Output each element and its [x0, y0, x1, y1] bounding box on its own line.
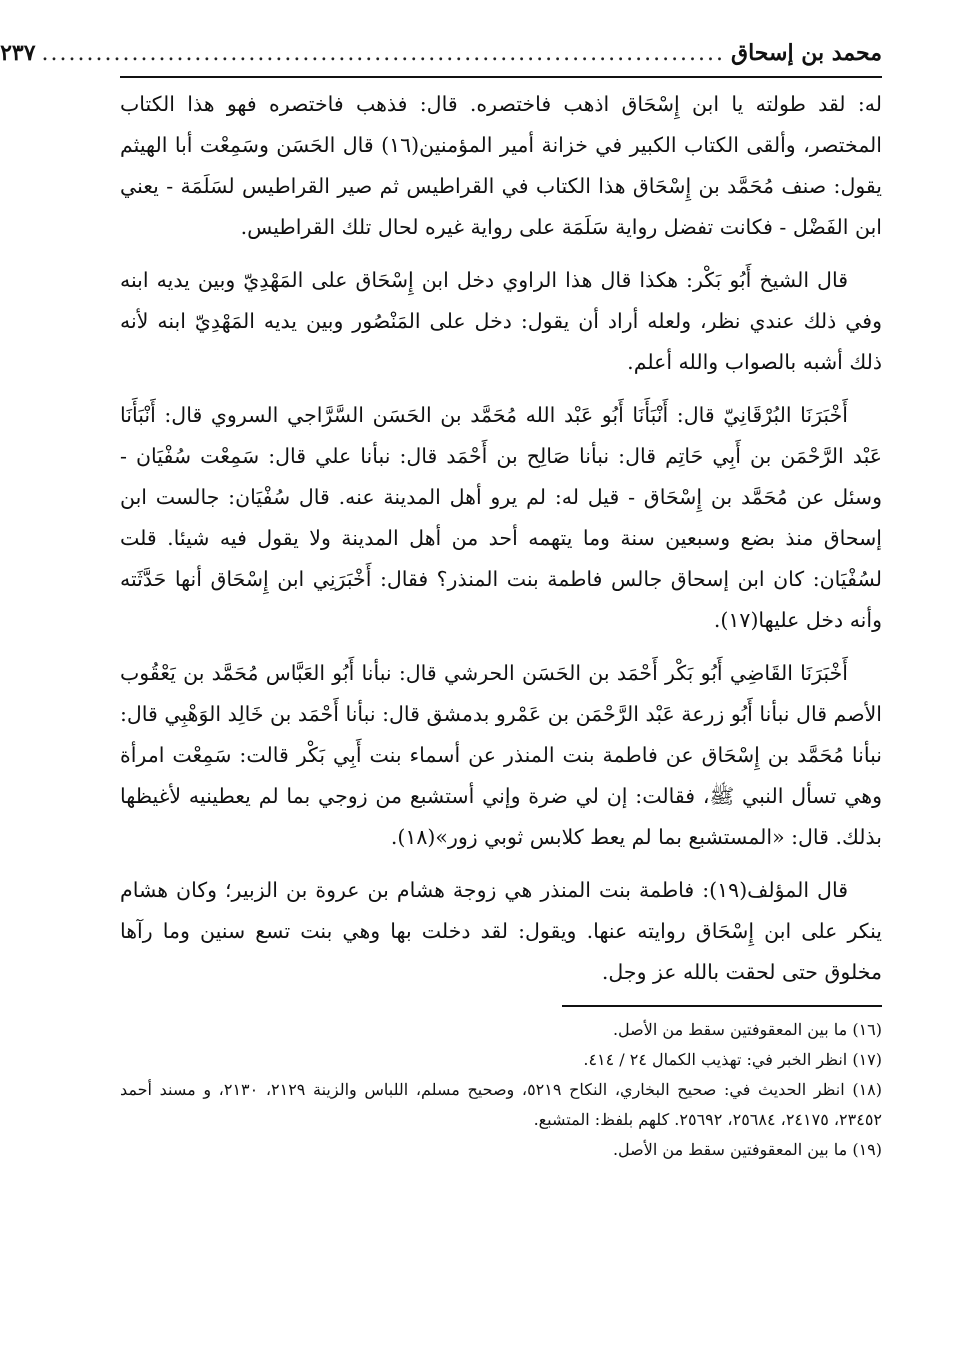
- paragraph-4: أَخْبَرَنَا القَاضِي أَبُو بَكْر أَحْمَد بن الحَسَن الحرشي قال: نبأنا أَبُو العَبَّاس مُحَمَّد بن يَعْقُوب الأصم قال نبأنا أَبُو زرعة عَبْد الرَّحْمَن بن عَمْرو بدمشق قال: نبأنا أَحْمَد بن خَالِد الوَهْبِي قال: نبأنا مُحَمَّد بن إِسْحَاق عن فاطمة بنت المنذر عن أسماء بنت أَبِي بَكْر قالت: سَمِعْت امرأة وهي تسأل النبي ﷺ، فقالت: إن لي ضرة وإني أستشبع من زوجي بما لم يعطينيه لأغيظها بذلك. قال: «المستشبع بما لم يعط كلابس ثوبي زور»(١٨).: [120, 661, 882, 849]
- paragraph-3: أَخْبَرَنَا البُرْقَانِيّ قال: أَنْبَأَنَا أَبُو عَبْد الله مُحَمَّد بن الحَسَن السَّرَّاجي السروي قال: أَنْبَأَنَا عَبْد الرَّحْمَن بن أَبِي حَاتِم قال: نبأنا صَالِح بن أَحْمَد قال: نبأنا علي قال: سَمِعْت سُفْيَان - وسئل عن مُحَمَّد بن إِسْحَاق - قيل له: لم يرو أهل المدينة عنه. قال سُفْيَان: جالست ابن إسحاق منذ بضع وسبعين سنة وما يتهمه أحد من أهل المدينة ولا يقول فيه شيئا. قلت لسُفْيَان: كان ابن إسحاق جالس فاطمة بنت المنذر؟ فقال: أَخْبَرَنِي ابن إِسْحَاق أنها حَدَّثَته وأنه دخل عليها(١٧).: [120, 403, 882, 632]
- paragraph-5: قال المؤلف(١٩): فاطمة بنت المنذر هي زوجة هشام بن عروة بن الزبير؛ وكان هشام ينكر على ابن إِسْحَاق روايته عنها. ويقول: لقد دخلت بها وهي بنت تسع سنين وما رآها مخلوق حتى لحقت بالله عز وجل.: [120, 878, 882, 984]
- footnote-17: (١٧) انظر الخبر في: تهذيب الكمال ٢٤ / ٤١٤.: [583, 1050, 882, 1069]
- paragraph-2: قال الشيخ أَبُو بَكْر: هكذا قال هذا الراوي دخل ابن إِسْحَاق على المَهْدِيّ وبين يديه ابنه وفي ذلك عندي نظر، ولعله أراد أن يقول: دخل على المَنْصُور وبين يديه المَهْدِيّ ابنه لأنه ذلك أشبه بالصواب والله أعلم.: [120, 268, 882, 374]
- footnote-19: (١٩) ما بين المعقوفتين سقط من الأصل.: [612, 1140, 882, 1159]
- footnote-separator: [562, 1005, 882, 1007]
- paragraph-1: له: لقد طولته يا ابن إِسْحَاق اذهب فاختصره. قال: فذهب فاختصره فهو هذا الكتاب المختصر، وألقى الكتاب الكبير في خزانة أمير المؤمنين(١٦) قال الحَسَن وسَمِعْت أبا الهيثم يقول: صنف مُحَمَّد بن إِسْحَاق هذا الكتاب في القراطيس ثم صير القراطيس لسَلَمَة - يعني ابن الفَضْل - فكانت تفضل رواية سَلَمَة على رواية غيره لحال تلك القراطيس.: [120, 92, 883, 239]
- footnote-16: (١٦) ما بين المعقوفتين سقط من الأصل.: [612, 1020, 882, 1039]
- header-leader-dots: ............................................................................: [41, 40, 726, 66]
- footnote-18: (١٨) انظر الحديث في: صحيح البخاري، النكاح ٥٢١٩، وصحيح مسلم، اللباس والزينة ٢١٢٩، ٢١٣٠، و مسند أحمد ٢٣٤٥٢، ٢٤١٧٥، ٢٥٦٨٤، ٢٥٦٩٢. كلهم بلفظ: المتشبع.: [120, 1080, 883, 1129]
- running-header: [0, 30, 882, 78]
- book-page: [0, 30, 883, 1340]
- footnotes: [120, 1015, 882, 1165]
- page-number: ٢٣٧: [0, 40, 36, 66]
- main-text: [120, 84, 882, 993]
- header-title: محمد بن إسحاق: [731, 40, 882, 66]
